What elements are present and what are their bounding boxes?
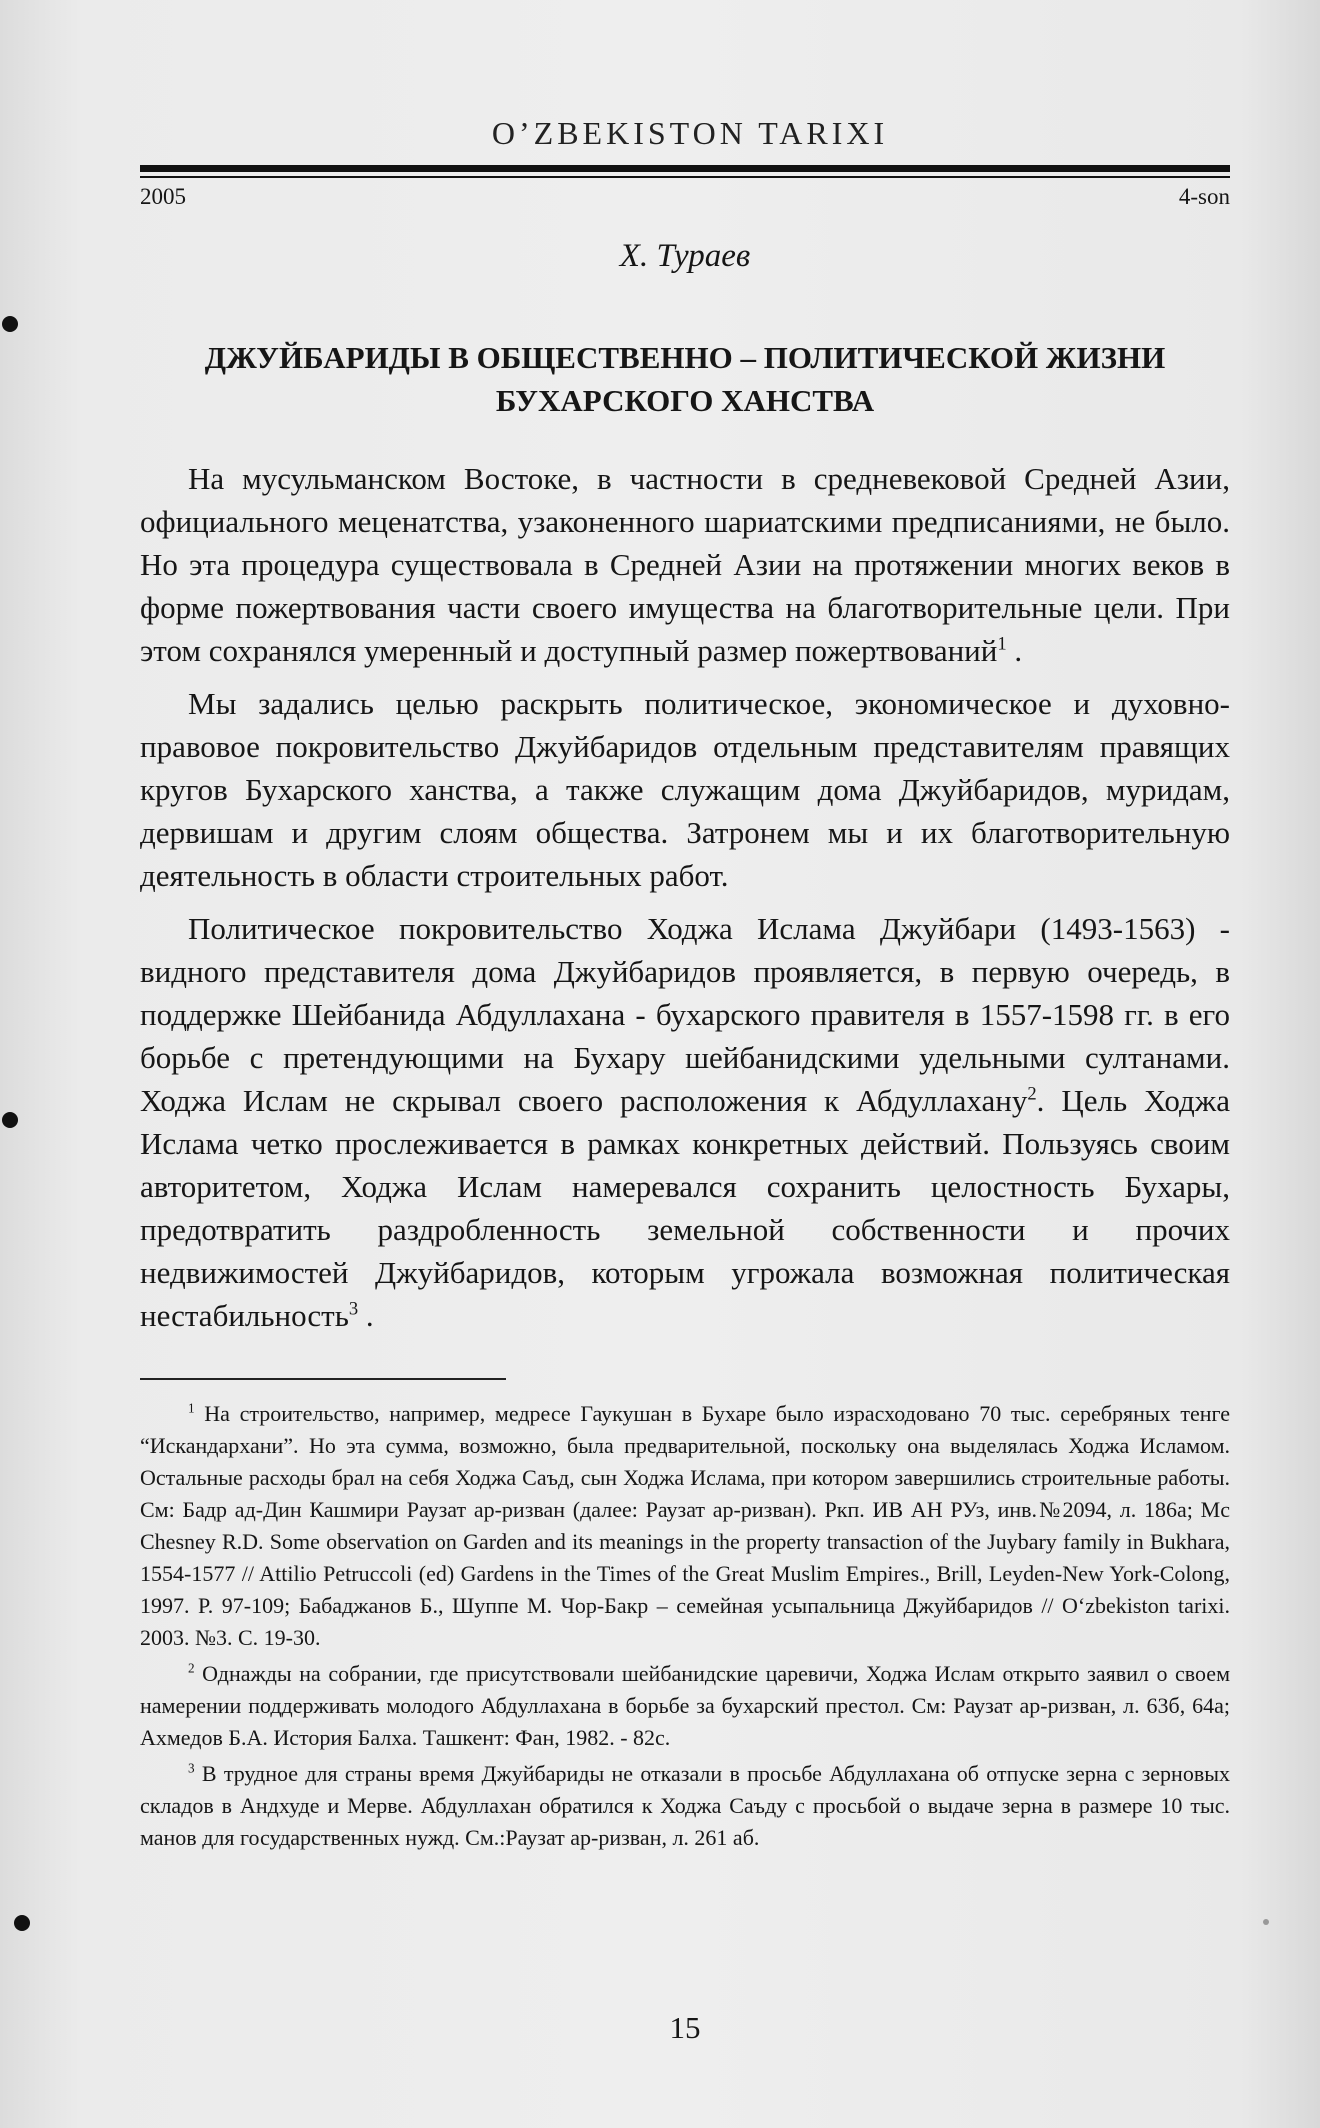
paragraph-3-text-b: . Цель Ходжа Ислама четко прослеживается в рамках конкретных действий. Пользуясь своим авторитетом, Ходжа Ислам намеревался сохранить целостность Бухары, предотвратить раздробленность земельной собственности и прочих недвижимостей Джуйбаридов, которым угрожала возможная политическая нестабильность xyxy=(140,1083,1230,1333)
issue-number: 4-son xyxy=(1178,184,1230,209)
footnote-1-number: 1 xyxy=(188,1400,195,1416)
paragraph-3-text-a: Политическое покровительство Ходжа Ислама Джуйбари (1493-1563) - видного представителя дома Джуйбаридов проявляется, в первую очередь, в поддержке Шейбанида Абдуллахана - бухарского правителя в 1557-1598 гг. в его борьбе с претендующими на Бухару шейбанидскими удельными султанами. Ходжа Ислам не скрывал своего расположения к Абдуллахану xyxy=(140,911,1230,1118)
footnote-1-text: На строительство, например, медресе Гаукушан в Бухаре было израсходовано 70 тыс. серебряных тенге “Искандархани”. Но эта сумма, возможно, была предварительной, поскольку она выделялась Ходжа Исламом. Остальные расходы брал на себя Ходжа Саъд, сын Ходжа Ислама, при котором завершились строительные работы. См: Бадр ад-Дин Кашмири Раузат ар-ризван (далее: Раузат ар-ризван). Ркп. ИВ АН РУз, инв.№2094, л. 186а; Mc Chesney R.D. Some observation on Garden and its meanings in the property transaction of the Juybary family in Bukhara, 1554-1577 // Attilio Petruccoli (ed) Gardens in the Times of the Great Muslim Empires., Brill, Leyden-New York-Colong, 1997. P. 97-109; Бабаджанов Б., Шуппе М. Чор-Бакр – семейная усыпальница Джуйбаридов // O‘zbekiston tarixi. 2003. №3. С. 19-30. xyxy=(140,1401,1231,1650)
paragraph-1-text: На мусульманском Востоке, в частности в средневековой Средней Азии, официального меценатства, узаконенного шариатскими предписаниями, не было. Но эта процедура существовала в Средней Азии на протяжении многих веков в форме пожертвования части своего имущества на благотворительные цели. При этом сохранялся умеренный и доступный размер пожертвований xyxy=(140,461,1230,668)
footnote-3-number: 3 xyxy=(188,1760,195,1776)
footnote-2-text: Однажды на собрании, где присутствовали шейбанидские царевичи, Ходжа Ислам открыто заявил о своем намерении поддерживать молодого Абдуллахана в борьбе за бухарский престол. См: Раузат ар-ризван, л. 63б, 64а; Ахмедов Б.А. История Балха. Ташкент: Фан, 1982. - 82с. xyxy=(140,1661,1230,1750)
article-body xyxy=(140,457,1230,1347)
publication-year: 2005 xyxy=(140,184,186,209)
punch-hole-bottom xyxy=(14,1915,30,1931)
footnote-2-number: 2 xyxy=(188,1660,195,1676)
header-rule-thin xyxy=(140,176,1230,178)
punch-hole-top xyxy=(2,316,18,332)
punch-hole-middle xyxy=(2,1112,18,1128)
header-rule-thick xyxy=(140,165,1230,172)
article-title-line-2: БУХАРСКОГО ХАНСТВА xyxy=(495,383,875,418)
footnote-ref-1: 1 xyxy=(997,633,1007,655)
article-title-line-1: ДЖУЙБАРИДЫ В ОБЩЕСТВЕННО – ПОЛИТИЧЕСКОЙ ЖИЗНИ xyxy=(204,340,1166,375)
footnote-ref-3: 3 xyxy=(348,1298,359,1320)
footnote-ref-2: 2 xyxy=(1027,1083,1037,1105)
footnote-separator xyxy=(140,1378,506,1380)
paragraph-2: Мы задались целью раскрыть политическое, экономическое и духовно-правовое покровительство Джуйбаридов отдельным представителям правящих кругов Бухарского ханства, а также служащим дома Джуйбаридов, муридам, дервишам и другим слоям общества. Затронем мы и их благотворительную деятельность в области строительных работ. xyxy=(140,686,1230,893)
paragraph-1: На мусульманском Востоке, в частности в средневековой Средней Азии, официального меценатства, узаконенного шариатскими предписаниями, не было. Но эта процедура существовала в Средней Азии на протяжении многих веков в форме пожертвования части своего имущества на благотворительные цели. При этом сохранялся умеренный и доступный размер пожертвований$^1$ . xyxy=(140,461,1230,668)
article-title xyxy=(140,336,1230,422)
footnote-1 xyxy=(140,1398,1230,1654)
article-author: Х. Тураев xyxy=(619,238,751,274)
footnotes xyxy=(140,1398,1230,1858)
footnote-2 xyxy=(140,1658,1230,1754)
footnote-3-text: В трудное для страны время Джуйбариды не отказали в просьбе Абдуллахана об отпуске зерна с зерновых складов в Андхуде и Мерве. Абдуллахан обратился к Ходжа Саъду с просьбой о выдаче зерна в размере 10 тыс. манов для государственных нужд. См.:Раузат ар-ризван, л. 261 аб. xyxy=(140,1761,1231,1850)
page-number: 15 xyxy=(669,2010,701,2045)
paragraph-3: Политическое покровительство Ходжа Ислама Джуйбари (1493-1563) - видного представителя дома Джуйбаридов проявляется, в первую очередь, в поддержке Шейбанида Абдуллахана - бухарского правителя в 1557-1598 гг. в его борьбе с претендующими на Бухару шейбанидскими удельными султанами. Ходжа Ислам не скрывал своего расположения к Абдуллахану$^2$. Цель Ходжа Ислама четко прослеживается в рамках конкретных действий. Пользуясь своим авторитетом, Ходжа Ислам намеревался сохранить целостность Бухары, предотвратить раздробленность земельной собственности и прочих недвижимостей Джуйбаридов, которым угрожала возможная политическая нестабильность$^3$ . xyxy=(140,911,1230,1333)
journal-title: O’ZBEKISTON TARIXI xyxy=(491,115,889,151)
footnote-3 xyxy=(140,1758,1230,1854)
scan-speck xyxy=(1263,1919,1269,1925)
